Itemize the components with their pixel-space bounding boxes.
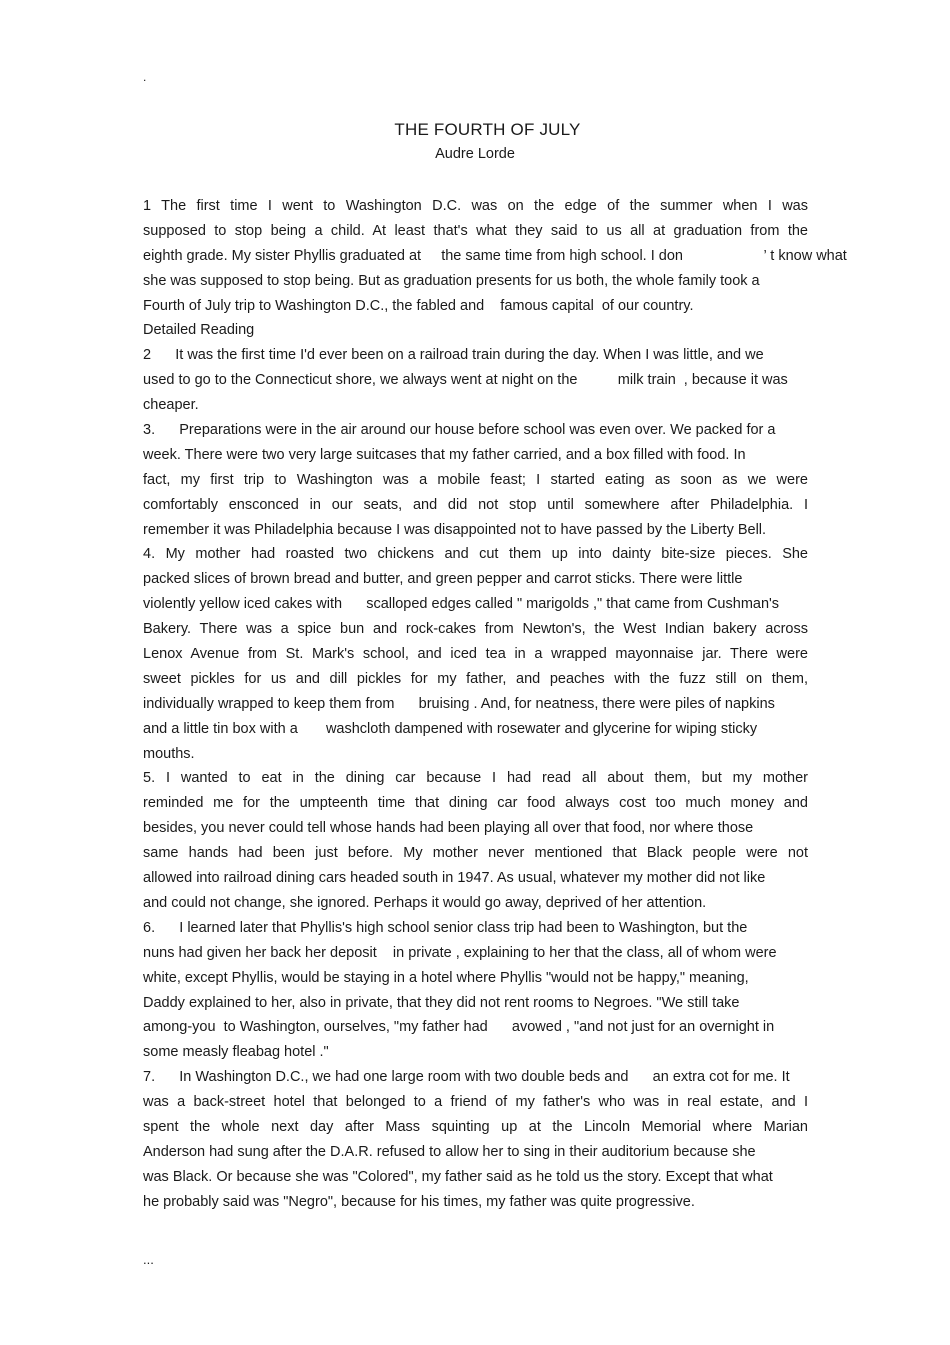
text-line: eighth grade. My sister Phyllis graduated at the same time from high school. I don ’ t know what	[143, 247, 847, 264]
text-line: week. There were two very large suitcases that my father carried, and a box filled with food. In	[143, 446, 746, 463]
text-line: sweet pickles for us and dill pickles for my father, and peaches with the fuzz still on them,	[143, 670, 808, 687]
text-line: allowed into railroad dining cars headed south in 1947. As usual, whatever my mother did not like	[143, 870, 766, 887]
text-line: Lenox Avenue from St. Mark's school, and iced tea in a wrapped mayonnaise jar. There were	[143, 646, 808, 663]
text-line: 5. I wanted to eat in the dining car because I had read all about them, but my mother	[143, 770, 808, 787]
text-line: 6. I learned later that Phyllis's high school senior class trip had been to Washington, but the	[143, 919, 748, 936]
page-bottom-mark: ...	[143, 1252, 154, 1267]
text-line: mouths.	[143, 745, 195, 762]
text-line: Daddy explained to her, also in private, that they did not rent rooms to Negroes. "We still take	[143, 994, 740, 1011]
text-line: reminded me for the umpteenth time that dining car food always cost too much money and	[143, 795, 808, 812]
text-line: some measly fleabag hotel ."	[143, 1044, 329, 1061]
text-line: cheaper.	[143, 397, 199, 414]
text-line: among-you to Washington, ourselves, "my father had avowed , "and not just for an overnight in	[143, 1019, 775, 1036]
text-line: same hands had been just before. My mother never mentioned that Black people were not	[143, 845, 808, 862]
text-line: violently yellow iced cakes with scalloped edges called " marigolds ," that came from Cushman's	[143, 596, 780, 613]
text-line: packed slices of brown bread and butter, and green pepper and carrot sticks. There were little	[143, 571, 743, 588]
text-line: 4. My mother had roasted two chickens and cut them up into dainty bite-size pieces. She	[143, 546, 808, 563]
text-line: she was supposed to stop being. But as graduation presents for us both, the whole family took a	[143, 272, 760, 289]
text-line: used to go to the Connecticut shore, we always went at night on the milk train , because it was	[143, 372, 788, 389]
text-line: Anderson had sung after the D.A.R. refused to allow her to sing in their auditorium because she	[143, 1143, 756, 1160]
text-line: white, except Phyllis, would be staying in a hotel where Phyllis "would not be happy," meaning,	[143, 969, 749, 986]
essay-body	[143, 194, 847, 1215]
text-line: and could not change, she ignored. Perhaps it would go away, deprived of her attention.	[143, 894, 707, 911]
text-line: 1 The first time I went to Washington D.C. was on the edge of the summer when I was	[143, 198, 808, 214]
text-line: was Black. Or because she was "Colored", my father said as he told us the story. Except that what	[143, 1168, 773, 1185]
text-line: nuns had given her back her deposit in private , explaining to her that the class, all of whom were	[143, 944, 777, 961]
text-line: was a back-street hotel that belonged to a friend of my father's who was in real estate, and I	[143, 1094, 808, 1111]
text-line: remember it was Philadelphia because I was disappointed not to have passed by the Liberty Bell.	[143, 521, 767, 538]
text-line: spent the whole next day after Mass squinting up at the Lincoln Memorial where Marian	[143, 1118, 808, 1135]
text-line: fact, my first trip to Washington was a mobile feast; I started eating as soon as we were	[143, 471, 808, 488]
essay-title: THE FOURTH OF JULY	[394, 120, 581, 139]
text-line: 3. Preparations were in the air around our house before school was even over. We packed for a	[143, 422, 776, 439]
text-line: 2 It was the first time I'd ever been on a railroad train during the day. When I was little, and we	[143, 347, 764, 364]
text-line: and a little tin box with a washcloth dampened with rosewater and glycerine for wiping sticky	[143, 720, 758, 737]
text-line: Bakery. There was a spice bun and rock-cakes from Newton's, the West Indian bakery across	[143, 621, 808, 638]
text-line: he probably said was "Negro", because for his times, my father was quite progressive.	[143, 1193, 695, 1210]
essay-author: Audre Lorde	[435, 146, 515, 162]
text-line: besides, you never could tell whose hands had been playing all over that food, nor where those	[143, 820, 754, 837]
text-line: individually wrapped to keep them from bruising . And, for neatness, there were piles of napkins	[143, 695, 775, 712]
text-line: comfortably ensconced in our seats, and did not stop until somewhere after Philadelphia. I	[143, 496, 808, 513]
text-line: 7. In Washington D.C., we had one large room with two double beds and an extra cot for me. It	[143, 1069, 790, 1086]
text-line: supposed to stop being a child. At least that's what they said to us all at graduation from the	[143, 222, 808, 239]
page-top-mark: .	[143, 70, 147, 84]
text-line: Fourth of July trip to Washington D.C., the fabled and famous capital of our country.	[143, 297, 694, 314]
text-line: Detailed Reading	[143, 322, 255, 339]
